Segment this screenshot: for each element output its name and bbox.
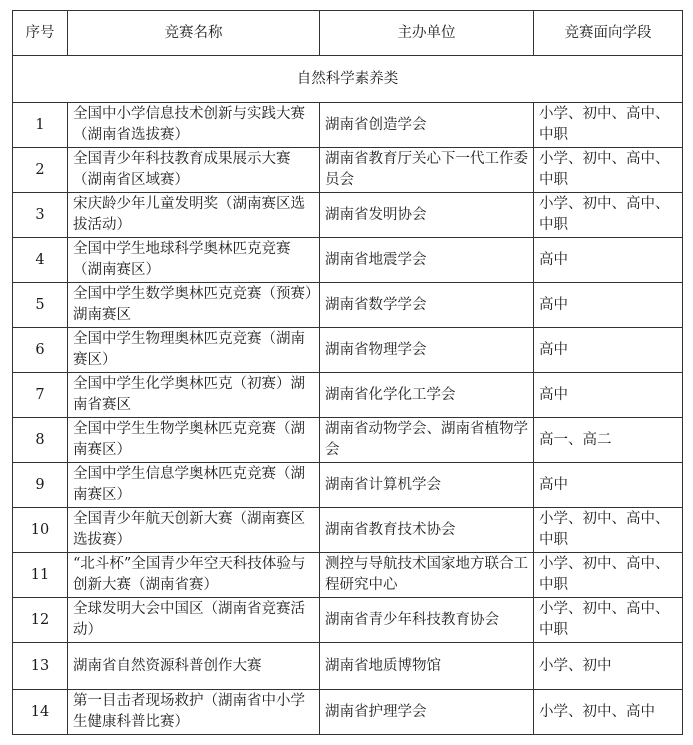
row-name: 第一目击者现场救护（湖南省中小学生健康科普比赛） [68, 690, 320, 735]
table-row [13, 598, 683, 643]
table-row [13, 193, 683, 238]
header-no: 序号 [13, 11, 68, 56]
row-org: 湖南省创造学会 [320, 103, 534, 148]
row-level: 小学、初中、高中、中职 [534, 508, 683, 553]
row-org: 湖南省动物学会、湖南省植物学会 [320, 418, 534, 463]
row-no: 14 [13, 690, 68, 735]
table-row [13, 328, 683, 373]
row-no: 9 [13, 463, 68, 508]
row-no: 12 [13, 598, 68, 643]
row-no: 2 [13, 148, 68, 193]
row-level: 小学、初中 [534, 643, 683, 690]
row-name: 全国中学生信息学奥林匹克竞赛（湖南赛区） [68, 463, 320, 508]
row-org: 湖南省护理学会 [320, 690, 534, 735]
row-name: 全国中学生数学奥林匹克竞赛（预赛）湖南赛区 [68, 283, 320, 328]
table-row [13, 553, 683, 598]
table-row [13, 418, 683, 463]
row-org: 湖南省发明协会 [320, 193, 534, 238]
header-name: 竞赛名称 [68, 11, 320, 56]
row-level: 高中 [534, 283, 683, 328]
row-name: 宋庆龄少年儿童发明奖（湖南赛区选拔活动） [68, 193, 320, 238]
row-name: 全国中学生物理奥林匹克竞赛（湖南赛区） [68, 328, 320, 373]
table-row [13, 643, 683, 690]
row-org: 湖南省计算机学会 [320, 463, 534, 508]
row-org: 湖南省教育技术协会 [320, 508, 534, 553]
row-no: 8 [13, 418, 68, 463]
row-name: 全国中学生生物学奥林匹克竞赛（湖南赛区） [68, 418, 320, 463]
table-row [13, 148, 683, 193]
row-name: 全国中学生地球科学奥林匹克竞赛（湖南赛区） [68, 238, 320, 283]
table-row [13, 103, 683, 148]
category-row [13, 56, 683, 103]
row-level: 高中 [534, 328, 683, 373]
row-name: 全国青少年航天创新大赛（湖南赛区选拔赛） [68, 508, 320, 553]
table-row [13, 238, 683, 283]
row-no: 11 [13, 553, 68, 598]
row-level: 小学、初中、高中、中职 [534, 553, 683, 598]
row-level: 小学、初中、高中、中职 [534, 193, 683, 238]
table-row [13, 508, 683, 553]
row-org: 湖南省地震学会 [320, 238, 534, 283]
row-level: 小学、初中、高中 [534, 690, 683, 735]
table-row [13, 283, 683, 328]
row-name: 湖南省自然资源科普创作大赛 [68, 643, 320, 690]
row-org: 湖南省化学化工学会 [320, 373, 534, 418]
row-org: 湖南省物理学会 [320, 328, 534, 373]
row-name: 全国中学生化学奥林匹克（初赛）湖南省赛区 [68, 373, 320, 418]
competition-table [12, 10, 683, 735]
header-org: 主办单位 [320, 11, 534, 56]
row-level: 小学、初中、高中、中职 [534, 598, 683, 643]
row-org: 湖南省青少年科技教育协会 [320, 598, 534, 643]
header-level: 竞赛面向学段 [534, 11, 683, 56]
row-name: “北斗杯”全国青少年空天科技体验与创新大赛（湖南省赛） [68, 553, 320, 598]
row-name: 全国中小学信息技术创新与实践大赛（湖南省选拔赛） [68, 103, 320, 148]
row-no: 4 [13, 238, 68, 283]
row-name: 全球发明大会中国区（湖南省竞赛活动） [68, 598, 320, 643]
row-org: 湖南省数学学会 [320, 283, 534, 328]
row-level: 小学、初中、高中、中职 [534, 148, 683, 193]
row-no: 7 [13, 373, 68, 418]
row-level: 高中 [534, 373, 683, 418]
table-row [13, 463, 683, 508]
row-name: 全国青少年科技教育成果展示大赛（湖南省区域赛） [68, 148, 320, 193]
row-level: 高中 [534, 463, 683, 508]
category-label: 自然科学素养类 [13, 56, 683, 103]
row-level: 小学、初中、高中、中职 [534, 103, 683, 148]
row-no: 5 [13, 283, 68, 328]
table-row [13, 373, 683, 418]
row-org: 湖南省地质博物馆 [320, 643, 534, 690]
table-row [13, 690, 683, 735]
row-org: 湖南省教育厅关心下一代工作委员会 [320, 148, 534, 193]
row-no: 3 [13, 193, 68, 238]
row-no: 10 [13, 508, 68, 553]
header-row [13, 11, 683, 56]
row-org: 测控与导航技术国家地方联合工程研究中心 [320, 553, 534, 598]
row-level: 高一、高二 [534, 418, 683, 463]
row-level: 高中 [534, 238, 683, 283]
row-no: 1 [13, 103, 68, 148]
row-no: 6 [13, 328, 68, 373]
row-no: 13 [13, 643, 68, 690]
